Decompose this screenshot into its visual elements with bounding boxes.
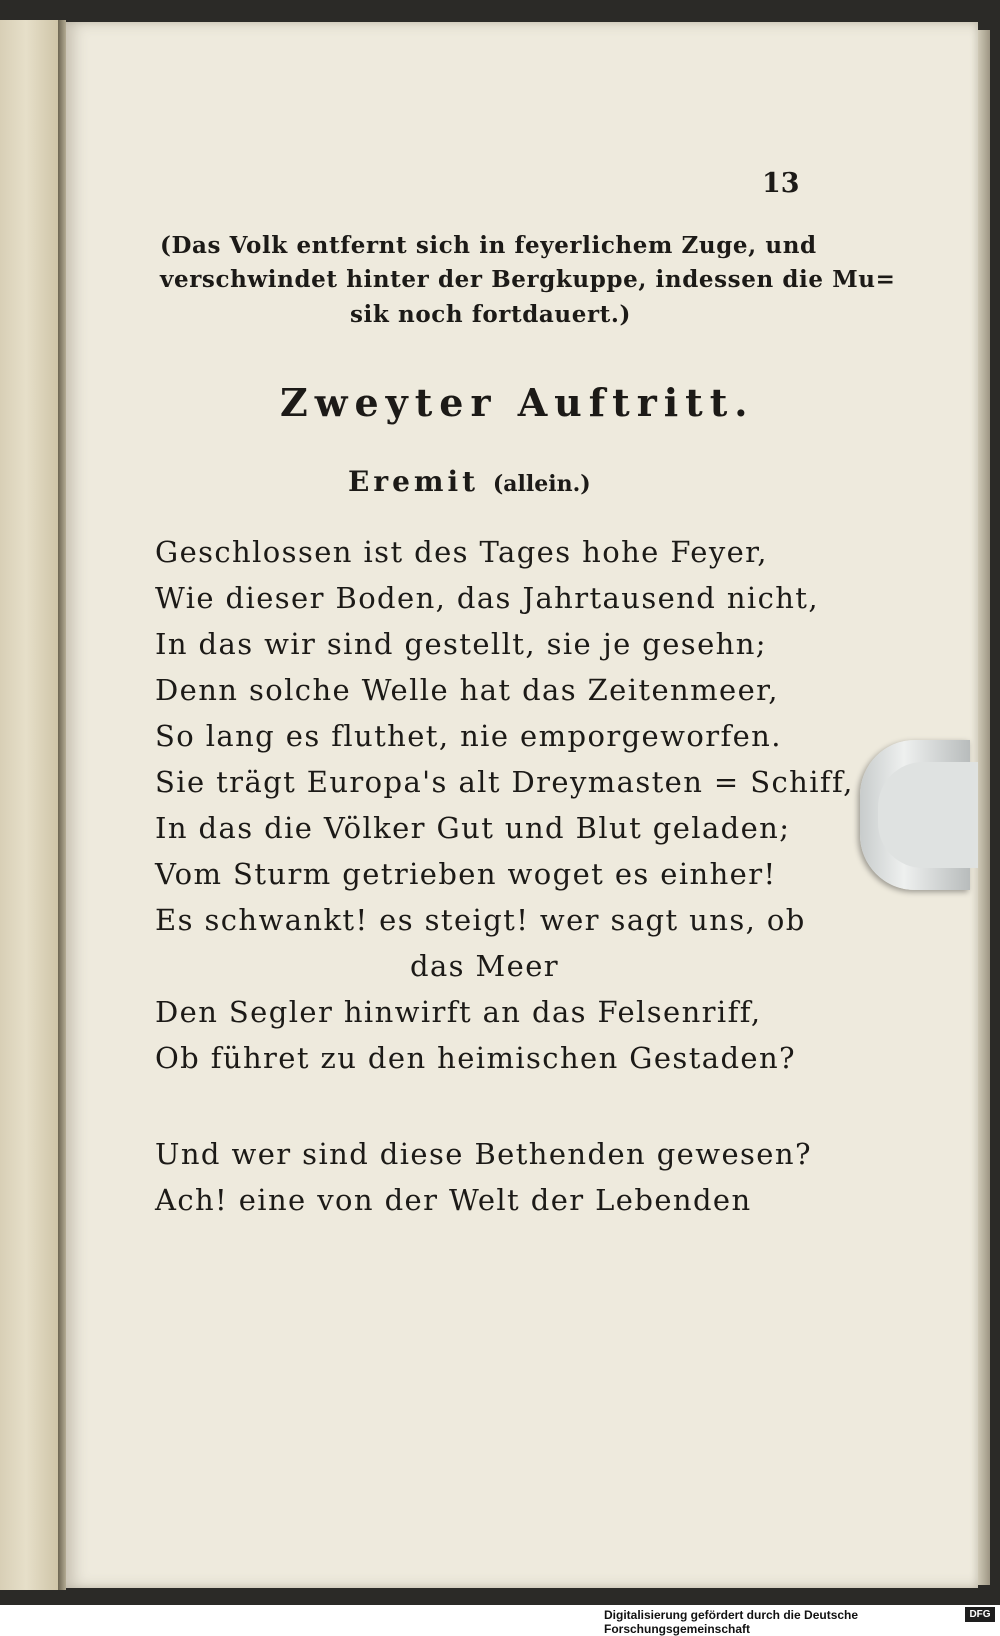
funding-credit: Digitalisierung gefördert durch die Deutsche Forschungsgemeinschaft [604,1608,859,1636]
stage-direction-line: (Das Volk entfernt sich in feyerlichem Zuge, und [160,232,817,259]
verse-line: Es schwankt! es steigt! wer sagt uns, ob [155,903,806,937]
page-stack-edge [978,30,990,1585]
page-clip-icon [860,740,970,890]
verse-line-continuation: das Meer [410,949,560,983]
verse-line: Ach! eine von der Welt der Lebenden [155,1183,752,1217]
verse-line: In das die Völker Gut und Blut geladen; [155,811,791,845]
verse-line: In das wir sind gestellt, sie je gesehn; [155,627,767,661]
verse-line: Denn solche Welle hat das Zeitenmeer, [155,673,779,707]
verse-line: So lang es fluthet, nie emporgeworfen. [155,719,782,753]
page-number: 13 [762,168,800,199]
verse-line: Ob führet zu den heimischen Gestaden? [155,1041,796,1075]
speaker-name: Eremit [348,465,480,498]
stage-direction-line: verschwindet hinter der Bergkuppe, indessen die Mu= [160,266,896,293]
verse-line: Und wer sind diese Bethenden gewesen? [155,1137,812,1171]
verse-line: Sie trägt Europa's alt Dreymasten = Schiff, [155,765,854,799]
speaker-label [348,465,591,498]
dfg-logo-icon: DFG [965,1607,995,1622]
book-gutter [58,20,66,1590]
speaker-note: (allein.) [492,471,591,497]
verse-line: Geschlossen ist des Tages hohe Feyer, [155,535,768,569]
verse-line: Vom Sturm getrieben woget es einher! [155,857,777,891]
verse-line: Den Segler hinwirft an das Felsenriff, [155,995,762,1029]
scene-heading: Zweyter Auftritt. [280,380,755,425]
facing-page-edge [0,20,60,1590]
stage-direction-line: sik noch fortdauert.) [350,301,631,328]
verse-line: Wie dieser Boden, das Jahrtausend nicht, [155,581,819,615]
